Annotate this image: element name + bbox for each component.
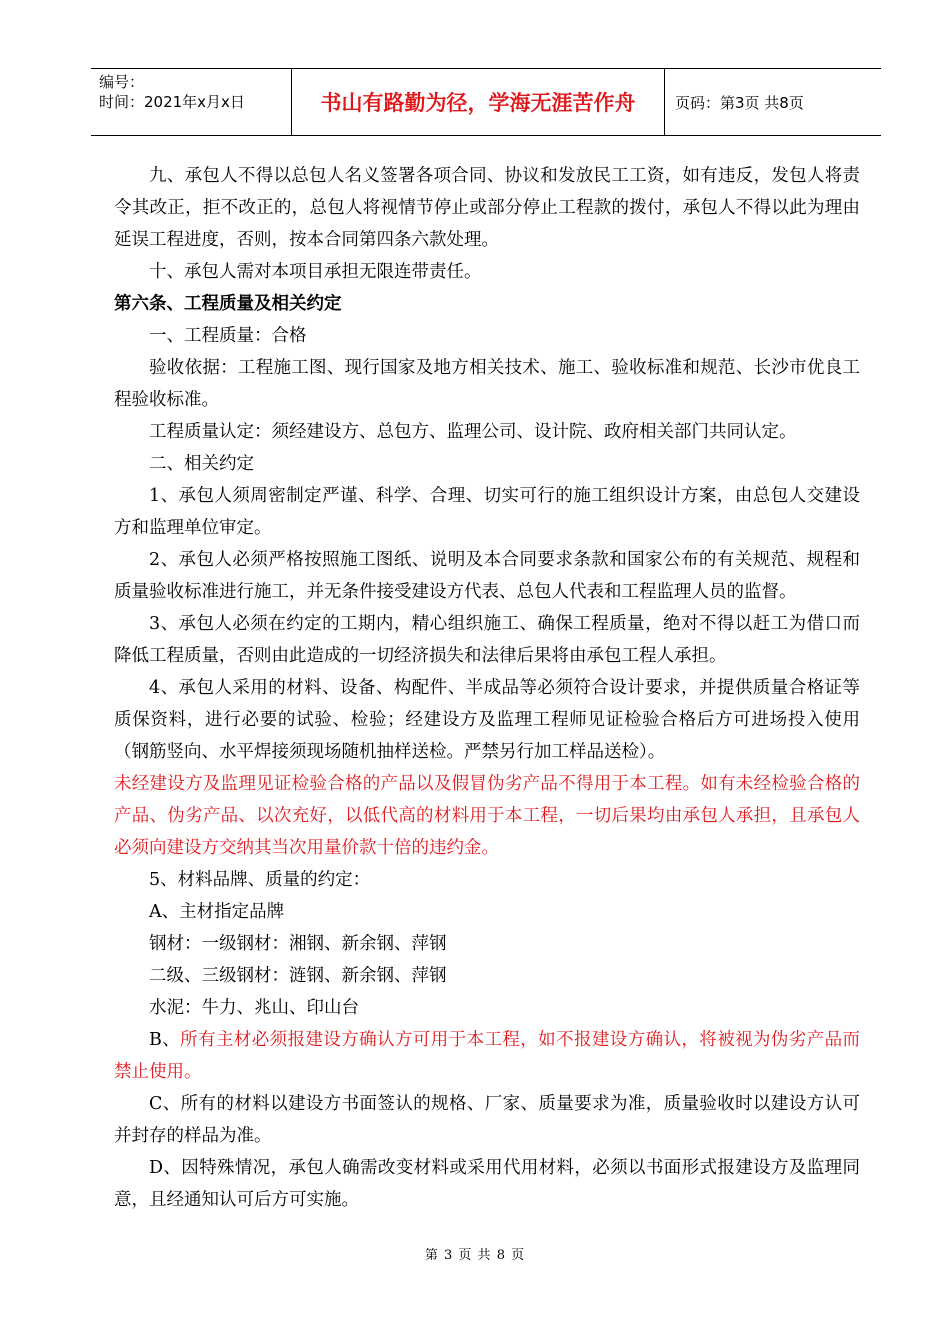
cement-brands: 水泥：牛力、兆山、印山台 (149, 998, 359, 1018)
related-agreements-title: 二、相关约定 (149, 454, 254, 474)
item-b-prefix: B、 (149, 1030, 181, 1050)
acceptance-basis: 验收依据：工程施工图、现行国家及地方相关技术、施工、验收标准和规范、长沙市优良工程验收标准。 (114, 358, 860, 410)
clause-5: 5、材料品牌、质量的约定： (149, 870, 371, 890)
section-heading: 第六条、工程质量及相关约定 (114, 294, 342, 314)
steel-brands-grade1: 钢材：一级钢材：湘钢、新余钢、萍钢 (149, 934, 447, 954)
header-meta (91, 69, 292, 135)
quality-grade: 一、工程质量：合格 (149, 326, 307, 346)
clause-1: 1、承包人须周密制定严谨、科学、合理、切实可行的施工组织设计方案，由总包人交建设方和监理单位审定。 (114, 486, 860, 538)
paragraph-10: 十、承包人需对本项目承担无限连带责任。 (149, 262, 482, 282)
item-d: D、因特殊情况，承包人确需改变材料或采用代用材料，必须以书面形式报建设方及监理同意，且经通知认可后方可实施。 (114, 1158, 860, 1210)
steel-brands-grade23: 二级、三级钢材：涟钢、新余钢、萍钢 (149, 966, 447, 986)
page-header (91, 68, 881, 136)
time-label: 时间：2021年x月x日 (99, 93, 245, 111)
item-a: A、主材指定品牌 (149, 902, 285, 922)
item-b-text: 所有主材必须报建设方确认方可用于本工程，如不报建设方确认，将被视为伪劣产品而禁止使用。 (114, 1030, 860, 1082)
code-label: 编号： (99, 73, 145, 91)
clause-3: 3、承包人必须在约定的工期内，精心组织施工、确保工程质量，绝对不得以赶工为借口而降低工程质量，否则由此造成的一切经济损失和法律后果将由承包工程人承担。 (114, 614, 860, 666)
item-b (114, 1024, 860, 1088)
paragraph-9: 九、承包人不得以总包人名义签署各项合同、协议和发放民工工资，如有违反，发包人将责令其改正，拒不改正的，总包人将视情节停止或部分停止工程款的拨付，承包人不得以此为理由延误工程进度，否则，按本合同第四条六款处理。 (114, 166, 860, 250)
clause-2: 2、承包人必须严格按照施工图纸、说明及本合同要求条款和国家公布的有关规范、规程和质量验收标准进行施工，并无条件接受建设方代表、总包人代表和工程监理人员的监督。 (114, 550, 860, 602)
clause-4: 4、承包人采用的材料、设备、构配件、半成品等必须符合设计要求，并提供质量合格证等质保资料，进行必要的试验、检验；经建设方及监理工程师见证检验合格后方可进场投入使用（钢筋竖向、水平焊接须现场随机抽样送检。严禁另行加工样品送检）。 (114, 678, 860, 762)
header-motto: 书山有路勤为径，学海无涯苦作舟 (292, 69, 665, 135)
item-c: C、所有的材料以建设方书面签认的规格、厂家、质量要求为准，质量验收时以建设方认可并封存的样品为准。 (114, 1094, 860, 1146)
clause-4-penalty: 未经建设方及监理见证检验合格的产品以及假冒伪劣产品不得用于本工程。如有未经检验合格的产品、伪劣产品、以次充好，以低代高的材料用于本工程，一切后果均由承包人承担，且承包人必须向建设方交纳其当次用量价款十倍的违约金。 (114, 774, 860, 858)
page-footer: 第 3 页 共 8 页 (424, 1248, 526, 1263)
quality-certification: 工程质量认定：须经建设方、总包方、监理公司、设计院、政府相关部门共同认定。 (149, 422, 797, 442)
header-page-info: 页码：第3页 共8页 (675, 93, 804, 112)
document-body (114, 160, 860, 1216)
